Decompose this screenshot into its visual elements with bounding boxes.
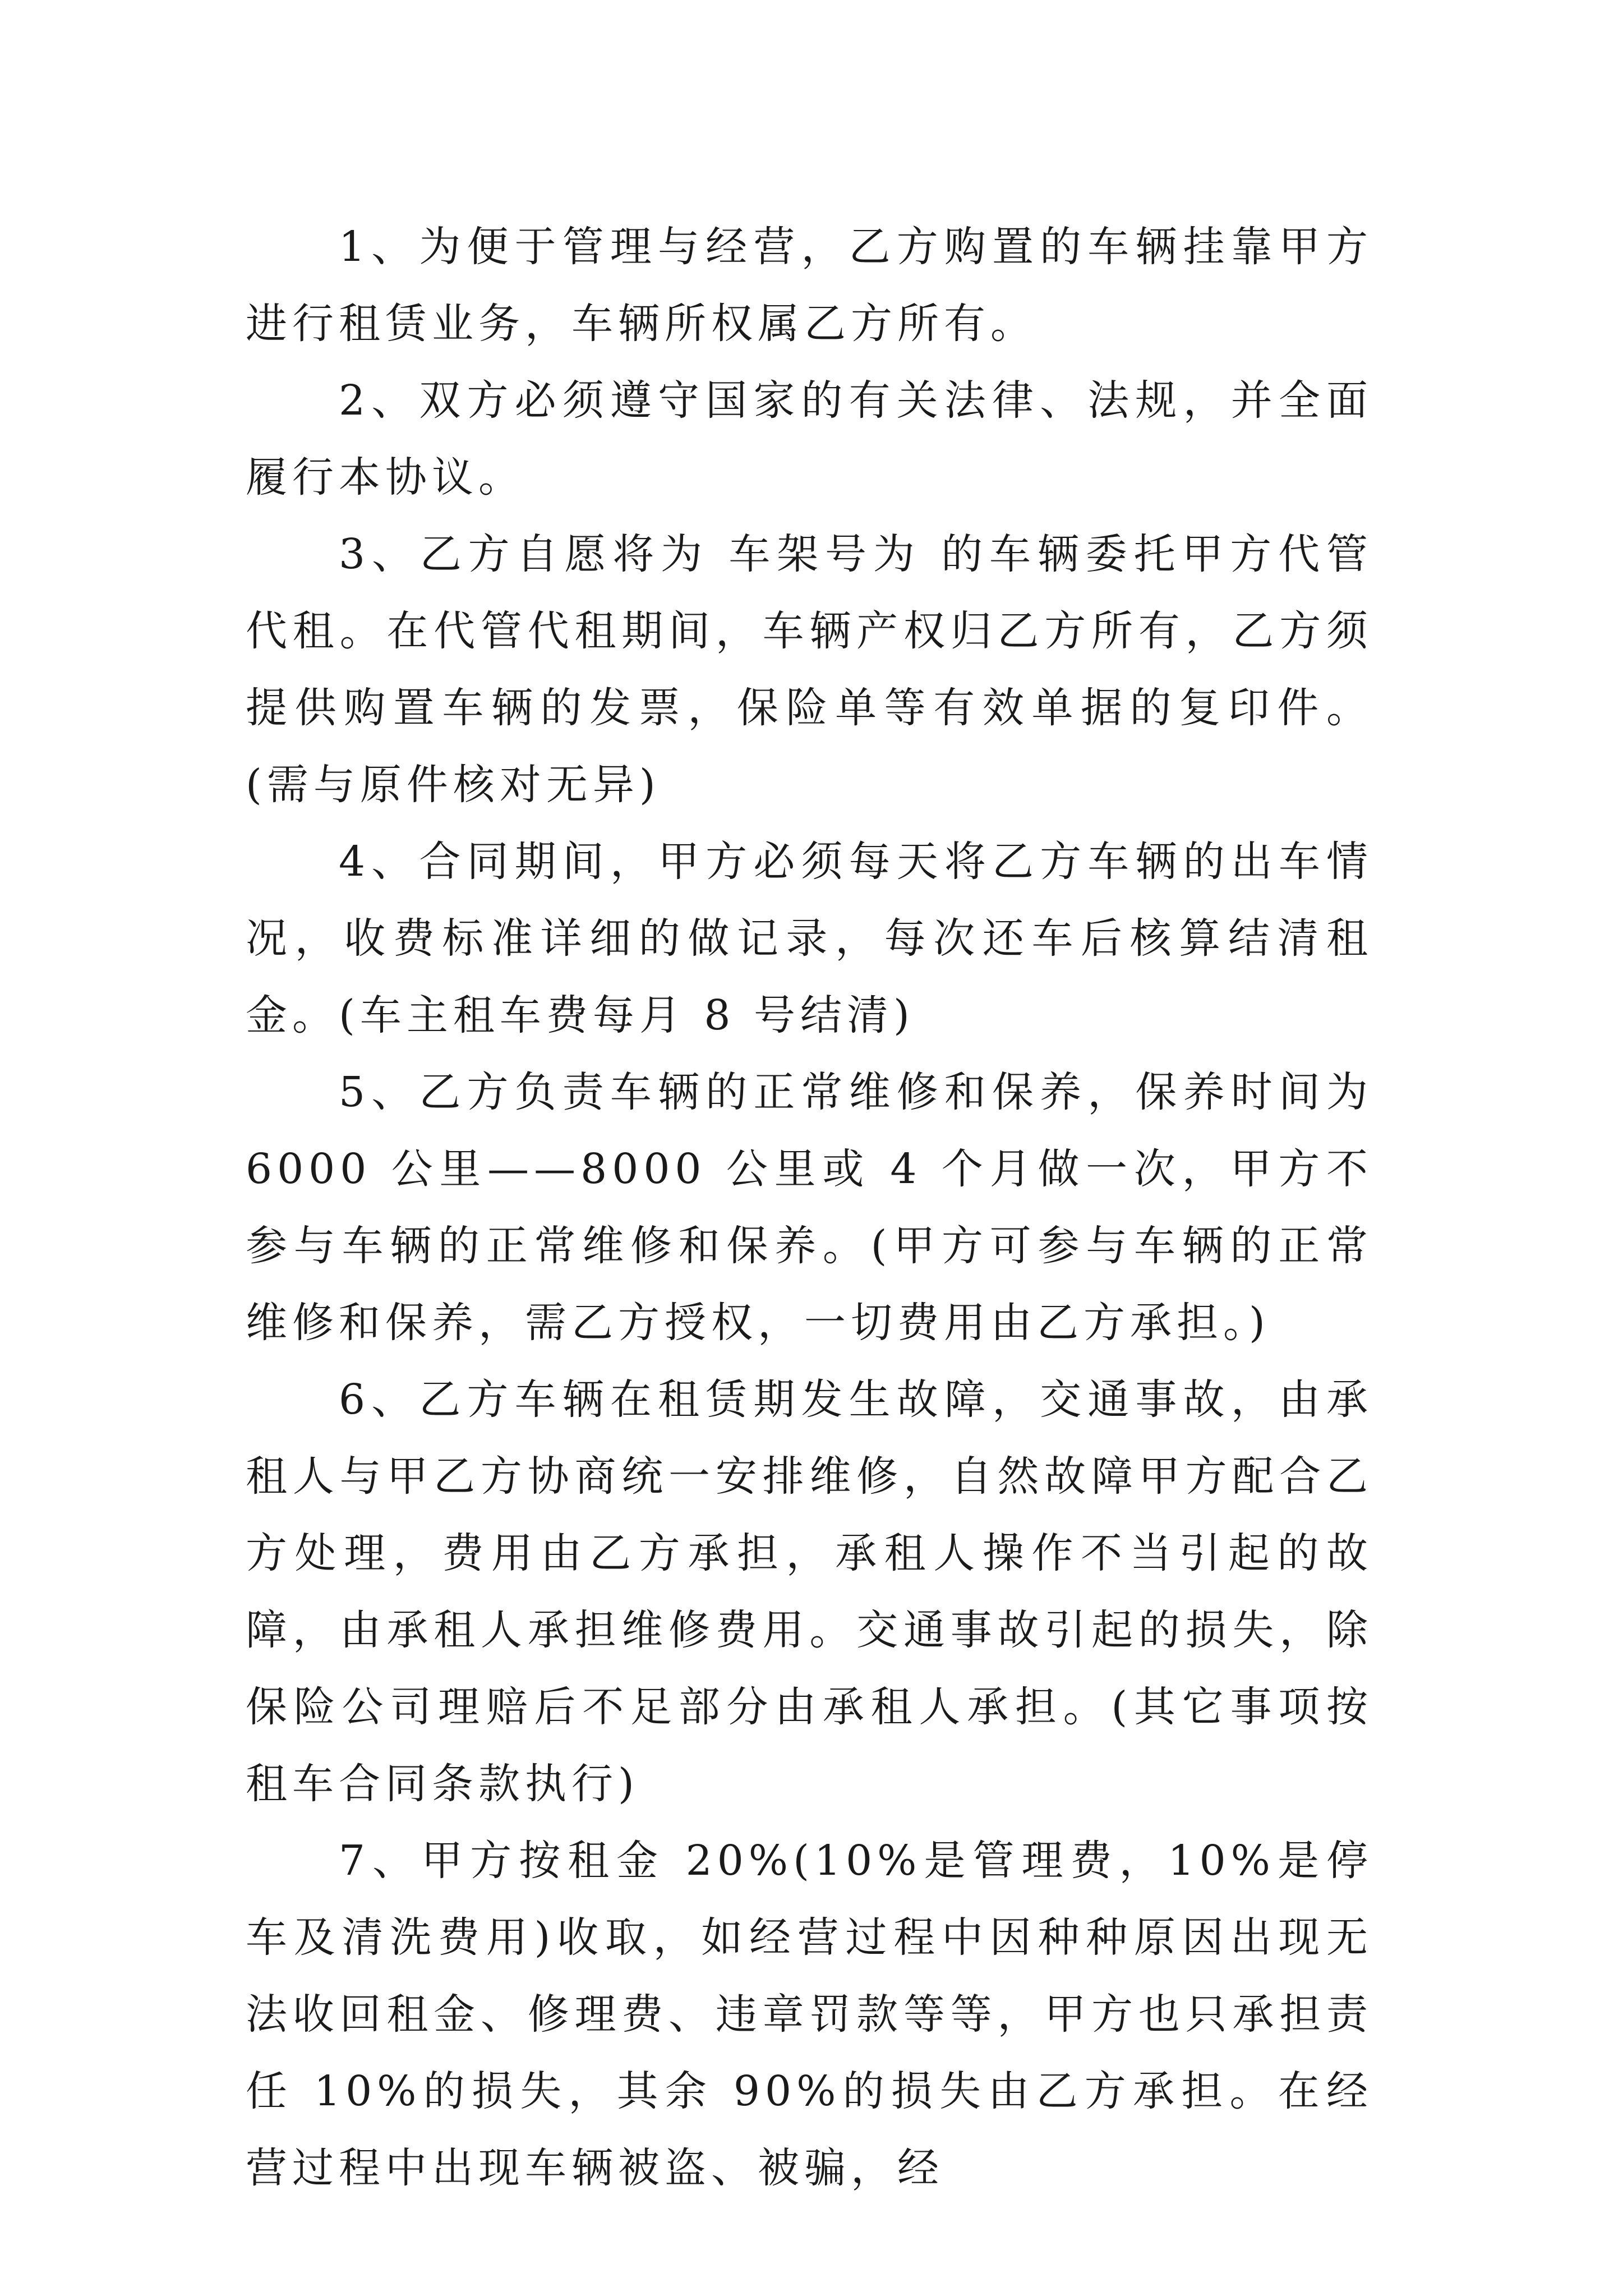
- clause-4-paragraph: 4、合同期间，甲方必须每天将乙方车辆的出车情况，收费标准详细的做记录，每次还车后核算结清租金。(车主租车费每月 8 号结清): [246, 838, 1373, 1039]
- clause-2-paragraph: 2、双方必须遵守国家的有关法律、法规，并全面履行本协议。: [246, 376, 1373, 501]
- clause-7-paragraph: 7、甲方按租金 20%(10%是管理费，10%是停车及清洗费用)收取，如经营过程中因种种原因出现无法收回租金、修理费、违章罚款等等，甲方也只承担责任 10%的损失，其余 90%的损失由乙方承担。在经营过程中出现车辆被盗、被骗，经: [246, 1837, 1373, 2192]
- clause-6-paragraph: 6、乙方车辆在租赁期发生故障，交通事故，由承租人与甲乙方协商统一安排维修，自然故障甲方配合乙方处理，费用由乙方承担，承租人操作不当引起的故障，由承租人承担维修费用。交通事故引起的损失，除保险公司理赔后不足部分由承租人承担。(其它事项按租车合同条款执行): [246, 1375, 1373, 1808]
- clause-1-paragraph: 1、为便于管理与经营，乙方购置的车辆挂靠甲方进行租赁业务，车辆所权属乙方所有。: [246, 223, 1373, 348]
- clause-5-paragraph: 5、乙方负责车辆的正常维修和保养，保养时间为 6000 公里——8000 公里或 4 个月做一次，甲方不参与车辆的正常维修和保养。(甲方可参与车辆的正常维修和保养，需乙方授权，一切费用由乙方承担。): [246, 1068, 1373, 1347]
- clause-3-paragraph: 3、乙方自愿将为 车架号为 的车辆委托甲方代管代租。在代管代租期间，车辆产权归乙方所有，乙方须提供购置车辆的发票，保险单等有效单据的复印件。(需与原件核对无异): [246, 530, 1373, 809]
- document-body: [246, 209, 1373, 2207]
